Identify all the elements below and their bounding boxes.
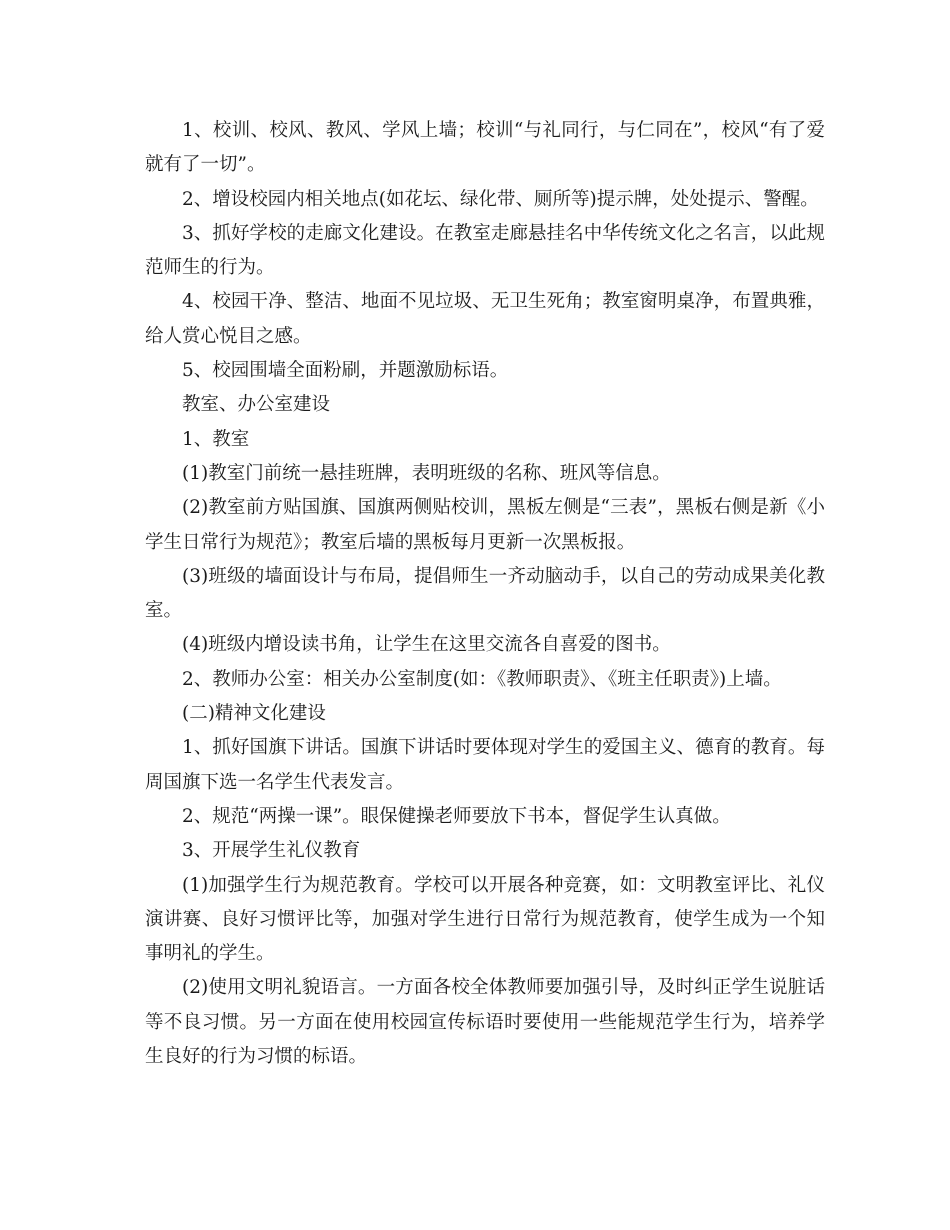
paragraph-flag-speech: 1、抓好国旗下讲话。国旗下讲话时要体现对学生的爱国主义、德育的教育。每周国旗下选一名学生代表发言。 <box>145 737 825 793</box>
paragraph-classroom-1: (1)教室门前统一悬挂班牌，表明班级的名称、班风等信息。 <box>182 462 671 484</box>
paragraph-classroom-4: (4)班级内增设读书角，让学生在这里交流各自喜爱的图书。 <box>182 634 671 656</box>
paragraph-2: 2、增设校园内相关地点(如花坛、绿化带、厕所等)提示牌，处处提示、警醒。 <box>182 188 819 210</box>
paragraph-classroom-3: (3)班级的墙面设计与布局，提倡师生一齐动脑动手，以自己的劳动成果美化教室。 <box>145 565 825 622</box>
paragraph-3: 3、抓好学校的走廊文化建设。在教室走廊悬挂名中华传统文化之名言，以此规范师生的行为。 <box>145 222 825 279</box>
paragraph-teacher-office: 2、教师办公室：相关办公室制度(如：《教师职责》、《班主任职责》)上墙。 <box>182 668 782 690</box>
paragraph-etiquette-1: (1)加强学生行为规范教育。学校可以开展各种竞赛，如：文明教室评比、礼仪演讲赛、良好习惯评比等，加强对学生进行日常行为规范教育，使学生成为一个知事明礼的学生。 <box>145 874 825 965</box>
section-heading-classroom-office: 教室、办公室建设 <box>182 394 331 416</box>
document-body <box>145 114 825 1074</box>
paragraph-4: 4、校园干净、整洁、地面不见垃圾、无卫生死角；教室窗明桌净，布置典雅，给人赏心悦目之感。 <box>145 291 825 347</box>
section-heading-spiritual-culture: (二)精神文化建设 <box>182 703 326 725</box>
paragraph-5: 5、校园围墙全面粉刷，并题激励标语。 <box>182 360 509 382</box>
paragraph-etiquette-2: (2)使用文明礼貌语言。一方面各校全体教师要加强引导，及时纠正学生说脏话等不良习惯。另一方面在使用校园宣传标语时要使用一些能规范学生行为，培养学生良好的行为习惯的标语。 <box>145 977 825 1068</box>
paragraph-classroom-2: (2)教室前方贴国旗、国旗两侧贴校训，黑板左侧是“三表”，黑板右侧是新《小学生日常行为规范》；教室后墙的黑板每月更新一次黑板报。 <box>145 497 825 553</box>
subheading-classroom: 1、教室 <box>182 428 250 450</box>
paragraph-1: 1、校训、校风、教风、学风上墙；校训“与礼同行，与仁同在”，校风“有了爱就有了一切”。 <box>145 120 825 176</box>
paragraph-exercises: 2、规范“两操一课”。眼保健操老师要放下书本，督促学生认真做。 <box>182 805 731 827</box>
subheading-etiquette: 3、开展学生礼仪教育 <box>182 840 361 862</box>
